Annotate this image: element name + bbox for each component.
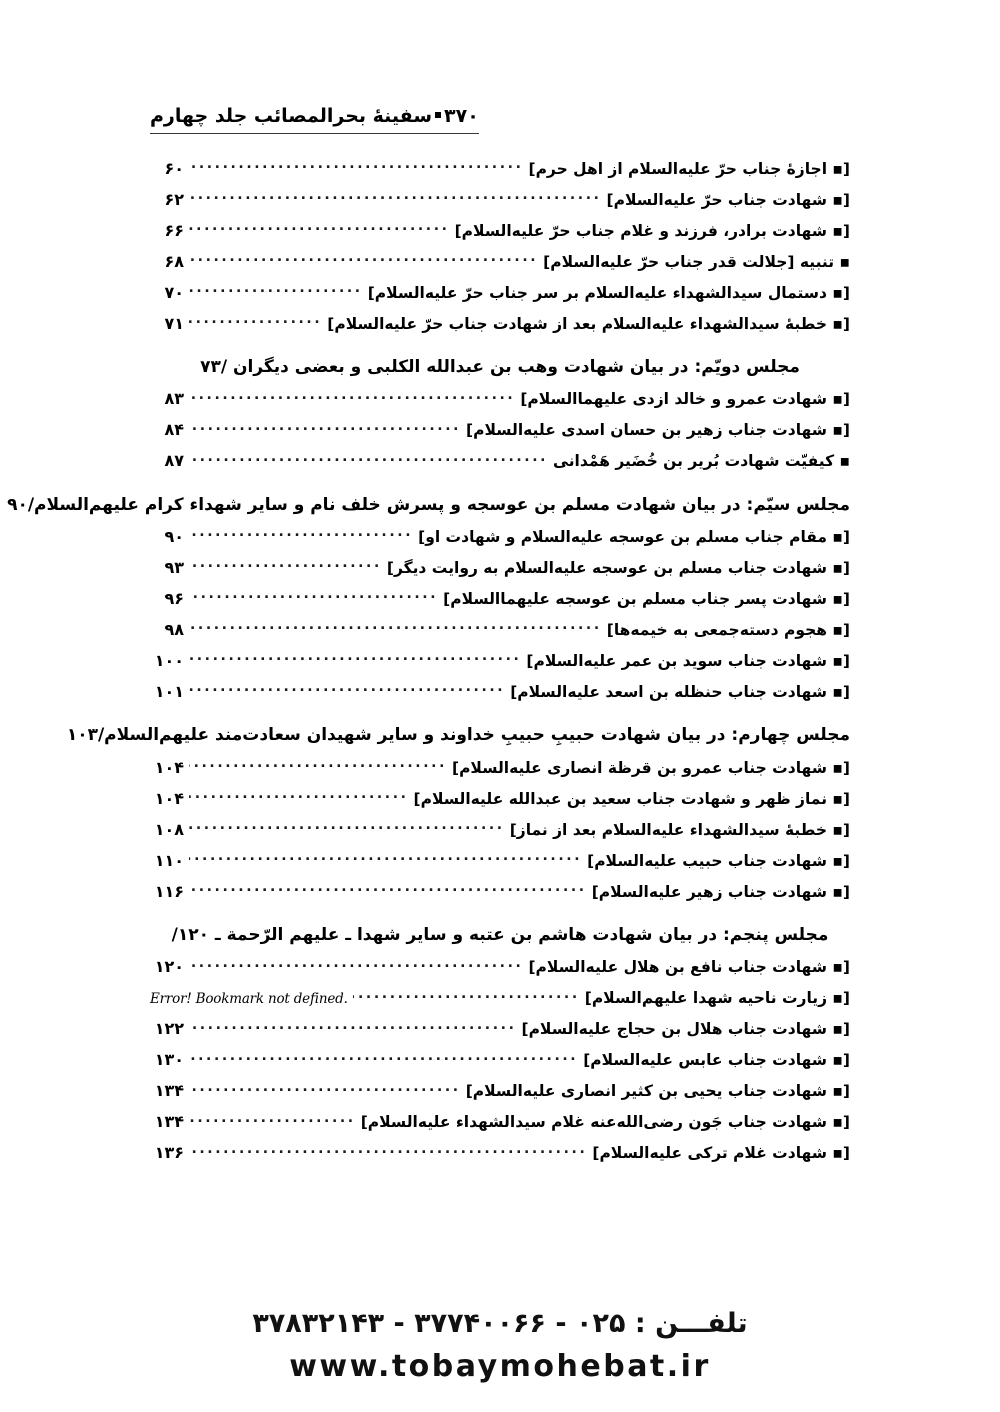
dot-leader	[189, 1019, 516, 1035]
toc-entry-page-number: ۱۰۱	[154, 681, 184, 701]
toc-entry-page-number: ۱۱۰	[154, 850, 184, 870]
toc-entry-page-number: ۹۰	[164, 526, 184, 546]
toc-entry-title: [▪ شهادت جناب عمرو بن قرظة انصاری علیه‌السلام]	[451, 758, 850, 777]
toc-entry[interactable]	[150, 1050, 850, 1081]
square-bullet-icon	[435, 112, 441, 118]
toc-entry-page-number: ۶۶	[164, 220, 184, 240]
toc-entry-page-number: ۱۳۰	[154, 1050, 184, 1070]
toc-entry-page-number: ۷۰	[164, 282, 184, 302]
toc-entry-title: [▪ شهادت جناب حرّ علیه‌السلام]	[606, 190, 850, 209]
toc-entry-title: [▪ مقام جناب مسلم بن عوسجه علیه‌السلام و شهادت او]	[418, 527, 850, 546]
toc-entry-title: [▪ زیارت ناحیه شهدا علیهم‌السلام]	[584, 989, 850, 1008]
toc-entry-title: [▪ نماز ظهر و شهادت جناب سعید بن عبدالله علیه‌السلام]	[413, 789, 850, 808]
dot-leader	[189, 650, 521, 666]
dot-leader	[189, 189, 602, 205]
running-header	[150, 104, 850, 134]
toc-entry[interactable]	[150, 757, 850, 788]
dot-leader	[189, 220, 450, 236]
toc-entry-page-number: ۹۳	[164, 557, 184, 577]
toc-entry[interactable]	[150, 251, 850, 282]
toc-entry-page-number: ۶۰	[164, 158, 184, 178]
dot-leader	[189, 681, 505, 697]
toc-entry[interactable]	[150, 451, 850, 482]
toc-entry-title: [▪ شهادت جناب مسلم بن عوسجه علیه‌السلام به روایت دیگر]	[386, 558, 850, 577]
dot-leader	[189, 619, 602, 635]
dot-leader	[189, 1050, 578, 1066]
toc-entry[interactable]	[150, 389, 850, 420]
footer-phone-line	[0, 1308, 1000, 1339]
dot-leader	[353, 988, 580, 1004]
dot-leader	[189, 819, 505, 835]
toc-entry-page-number: ۶۸	[164, 251, 184, 271]
toc-entry-title: [▪ شهادت جناب هلال بن حجاج علیه‌السلام]	[521, 1020, 850, 1039]
toc-entry-page-number: ۱۲۲	[154, 1019, 184, 1039]
toc-entry[interactable]	[150, 988, 850, 1019]
toc-entry-title: [▪ اجازهٔ جناب حرّ علیه‌السلام از اهل حرم]	[528, 159, 850, 178]
dot-leader	[189, 788, 409, 804]
toc-entry-title: [▪ شهادت جناب حنظله بن اسعد علیه‌السلام]	[510, 682, 850, 701]
running-header-page-number: ۳۷۰	[444, 105, 479, 127]
majlis-heading: مجلس دویّم: در بیان شهادت وهب بن عبدالله الکلبی و بعضی دیگران /۷۳	[200, 357, 800, 377]
toc-entry-title: [▪ هجوم دسته‌جمعی به خیمه‌ها]	[606, 620, 850, 639]
toc-entry-page-number: ۱۳۴	[154, 1081, 184, 1101]
toc-entry[interactable]	[150, 650, 850, 681]
running-header-book-title: سفینهٔ بحرالمصائب جلد چهارم	[150, 105, 433, 127]
dot-leader	[189, 957, 523, 973]
dot-leader	[189, 1112, 356, 1128]
toc-entry-title: [▪ شهادت جناب نافع بن هلال علیه‌السلام]	[528, 958, 850, 977]
dot-leader	[189, 389, 515, 405]
toc-entry[interactable]	[150, 220, 850, 251]
toc-entry-title: [▪ دستمال سیدالشهداء علیه‌السلام بر سر جناب حرّ علیه‌السلام]	[367, 283, 850, 302]
toc-entry-title: [▪ شهادت جناب سوید بن عمر علیه‌السلام]	[526, 651, 850, 670]
dot-leader	[189, 451, 548, 467]
majlis-heading: مجلس چهارم: در بیان شهادت حبیبِ حبیبِ خداوند و سایر شهیدان سعادت‌مند علیهم‌السلام/۱۰۳	[66, 725, 850, 746]
page-footer	[0, 1308, 1000, 1384]
toc-entry-title: [▪ خطبهٔ سیدالشهداء علیه‌السلام بعد از شهادت جناب حرّ علیه‌السلام]	[327, 314, 850, 333]
toc-entry[interactable]	[150, 189, 850, 220]
toc-entry-page-number: ۷۱	[164, 313, 184, 333]
dot-leader	[189, 881, 587, 897]
toc-entry-title: [▪ شهادت جناب یحیی بن کثیر انصاری علیه‌السلام]	[465, 1082, 850, 1101]
toc-entry-page-number: ۸۷	[164, 451, 184, 471]
toc-entry[interactable]	[150, 788, 850, 819]
dot-leader	[189, 850, 582, 866]
dot-leader	[189, 588, 438, 604]
dot-leader	[189, 557, 382, 573]
dot-leader	[189, 282, 363, 298]
toc-entry[interactable]	[150, 819, 850, 850]
toc-entry-page-number: ۱۰۸	[154, 819, 184, 839]
toc-entry-title: [▪ شهادت عمرو و خالد ازدی علیهما‌السلام]	[520, 390, 850, 409]
toc-entry-title: [▪ شهادت جناب حبیب علیه‌السلام]	[587, 851, 850, 870]
toc-entry-title: [▪ خطبهٔ سیدالشهداء علیه‌السلام بعد از نماز]	[509, 820, 850, 839]
majlis-heading: مجلس پنجم: در بیان شهادت هاشم بن عتبه و سایر شهدا ـ علیهم الرّحمة ـ ۱۲۰/	[171, 925, 829, 946]
running-header-text	[150, 104, 479, 134]
toc-entry-page-number: ۹۶	[164, 588, 184, 608]
toc-entry-title: [▪ شهادت جناب عابس علیه‌السلام]	[583, 1051, 850, 1070]
toc-entry[interactable]	[150, 526, 850, 557]
toc-entry-title: [▪ شهادت جناب جَون رضی‌الله‌عنه غلام سیدالشهداء علیه‌السلام]	[360, 1113, 850, 1132]
toc-entry-page-number: ۱۰۴	[154, 757, 184, 777]
toc-entry-title: [▪ شهادت جناب زهیر علیه‌السلام]	[591, 882, 850, 901]
toc-entry-page-number: ۱۳۴	[154, 1112, 184, 1132]
footer-website[interactable]: www.tobaymohebat.ir	[289, 1349, 711, 1384]
toc-entry[interactable]	[150, 881, 850, 912]
dot-leader	[189, 158, 523, 174]
footer-phone-numbers: ۰۲۵ - ۳۷۷۴۰۰۶۶ - ۳۷۸۳۲۱۴۳	[252, 1308, 626, 1339]
dot-leader	[189, 251, 538, 267]
toc-entry[interactable]	[150, 158, 850, 189]
toc-entry[interactable]	[150, 313, 850, 344]
toc-entry-title: [▪ شهادت پسر جناب مسلم بن عوسجه علیهما‌السلام]	[443, 589, 850, 608]
toc-entry-title: [▪ شهادت جناب زهیر بن حسان اسدی علیه‌السلام]	[466, 421, 850, 440]
toc-entry-page-number: ۱۰۰	[154, 650, 184, 670]
toc-entry-page-number: ۶۲	[164, 189, 184, 209]
dot-leader	[189, 757, 447, 773]
toc-entry-page-number: ۱۲۰	[154, 957, 184, 977]
toc-entry-page-number: ۱۳۶	[154, 1143, 184, 1163]
toc-entry[interactable]	[150, 1143, 850, 1174]
dot-leader	[189, 1143, 587, 1159]
majlis-heading: مجلس سیّم: در بیان شهادت مسلم بن عوسجه و پسرش خلف نام و سایر شهداء کرام علیهم‌السلام/۹۰	[7, 494, 850, 515]
dot-leader	[189, 420, 461, 436]
toc-entry[interactable]	[150, 1019, 850, 1050]
toc-entry[interactable]	[150, 1081, 850, 1112]
toc-entry-error: Error! Bookmark not defined.	[150, 991, 348, 1008]
toc-entry-title: ▪ تنبیه [جلالت قدر جناب حرّ علیه‌السلام]	[543, 252, 850, 271]
toc-entry[interactable]	[150, 588, 850, 619]
toc-entry[interactable]	[150, 557, 850, 588]
toc-entry[interactable]	[150, 850, 850, 881]
toc-entry-page-number: ۹۸	[164, 619, 184, 639]
toc-entry[interactable]	[150, 1112, 850, 1143]
toc-entry[interactable]	[150, 619, 850, 650]
dot-leader	[189, 313, 322, 329]
table-of-contents	[7, 158, 850, 1174]
dot-leader	[189, 1081, 461, 1097]
toc-entry-page-number: ۸۳	[164, 389, 184, 409]
toc-entry[interactable]	[150, 957, 850, 988]
toc-entry[interactable]	[150, 282, 850, 313]
footer-phone-label: تلفـــن :	[634, 1308, 748, 1339]
toc-entry-title: [▪ شهادت غلام ترکی علیه‌السلام]	[592, 1144, 850, 1163]
toc-entry-page-number: ۱۱۶	[154, 881, 184, 901]
toc-entry-title: [▪ شهادت برادر، فرزند و غلام جناب حرّ علیه‌السلام]	[454, 221, 850, 240]
toc-entry-page-number: ۸۴	[164, 420, 184, 440]
toc-entry-page-number: ۱۰۴	[154, 788, 184, 808]
toc-entry-title: ▪ کیفیّت شهادت بُریر بن خُضَیر هَمْدانی	[553, 452, 850, 471]
dot-leader	[189, 526, 413, 542]
toc-entry[interactable]	[150, 420, 850, 451]
toc-entry[interactable]	[150, 681, 850, 712]
